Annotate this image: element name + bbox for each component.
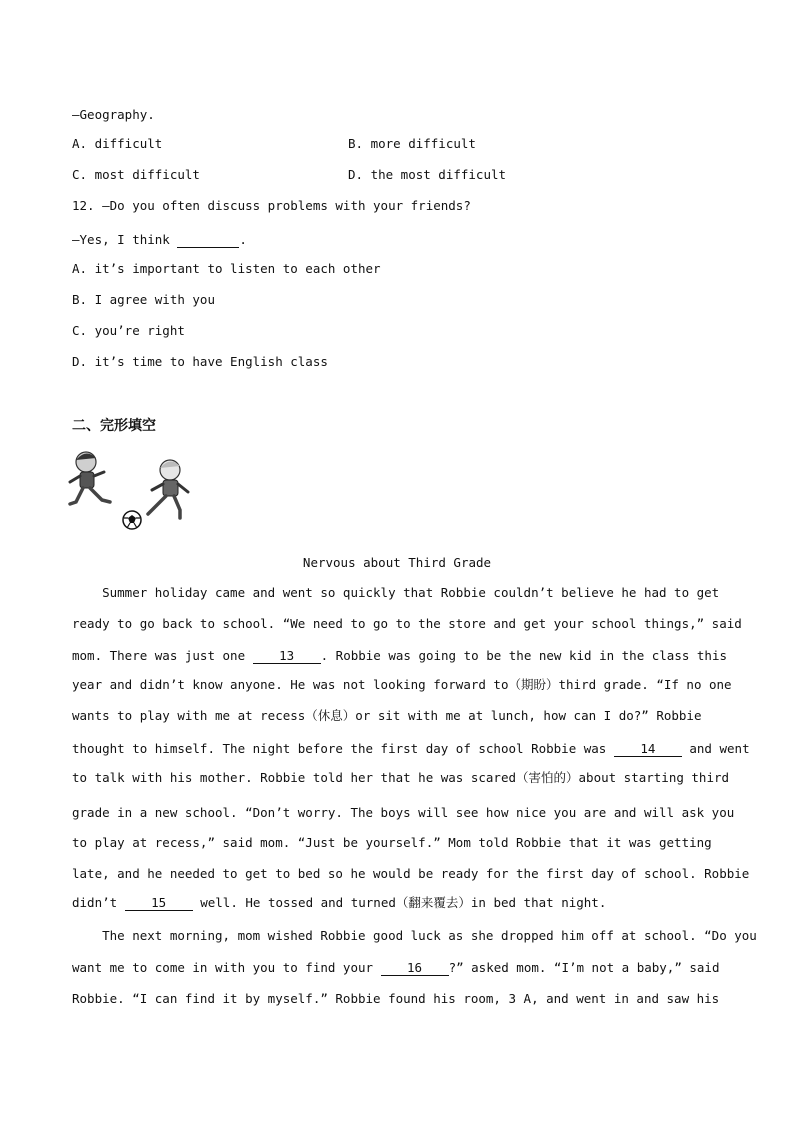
q12-answer-line (72, 232, 247, 248)
passage-text: to play at recess,” said mom. “Just be yourself.” Mom told Robbie that it was getting (72, 835, 712, 850)
q11-option-b: B. more difficult (348, 136, 476, 151)
cloze-blank: 13 (253, 649, 321, 664)
q12-option-c: C. you’re right (72, 323, 185, 338)
passage-line (72, 895, 606, 911)
passage-line (72, 708, 701, 724)
passage-line (72, 677, 732, 693)
q12-option-b: B. I agree with you (72, 292, 215, 307)
passage-line (72, 616, 742, 632)
passage-line (72, 805, 734, 821)
cloze-blank: 16 (381, 961, 449, 976)
passage-text: ?” asked mom. “I’m not a baby,” said (448, 960, 720, 975)
passage-text: to talk with his mother. Robbie told her that he was scared（害怕的）about starting third (72, 770, 730, 785)
passage-line (72, 585, 719, 601)
cloze-blank: 15 (125, 896, 193, 911)
q12-option-d: D. it’s time to have English class (72, 354, 328, 369)
passage-text: and went (681, 741, 750, 756)
passage-line (72, 770, 729, 786)
passage-text: Summer holiday came and went so quickly that Robbie couldn’t believe he had to get (72, 585, 720, 600)
passage-line (72, 866, 749, 882)
q12-answer-suffix: . (239, 232, 247, 247)
passage-text: ready to go back to school. “We need to go to the store and get your school things,” said (72, 616, 742, 631)
q11-option-c: C. most difficult (72, 167, 200, 182)
passage-text: want me to come in with you to find your (72, 960, 381, 975)
passage-text: well. He tossed and turned（翻来覆去）in bed that night. (192, 895, 607, 910)
cloze-blank: 14 (614, 742, 682, 757)
passage-text: . Robbie was going to be the new kid in the class this (320, 648, 728, 663)
passage-text: mom. There was just one (72, 648, 253, 663)
passage-line (72, 741, 750, 757)
passage-line (72, 835, 712, 851)
passage-text: grade in a new school. “Don’t worry. The boys will see how nice you are and will ask you (72, 805, 735, 820)
passage-line (72, 928, 757, 944)
q12-question: 12. —Do you often discuss problems with your friends? (72, 198, 471, 213)
passage-line (72, 991, 719, 1007)
boys-playing-soccer-icon (68, 448, 198, 532)
passage-text: didn’t (72, 895, 125, 910)
q11-answer-tail: —Geography. (72, 107, 155, 122)
q11-option-d: D. the most difficult (348, 167, 507, 182)
passage-text: late, and he needed to get to bed so he would be ready for the first day of school. Robbie (72, 866, 750, 881)
passage-text: thought to himself. The night before the first day of school Robbie was (72, 741, 614, 756)
q12-blank (177, 233, 239, 248)
passage-text: year and didn’t know anyone. He was not looking forward to（期盼）third grade. “If no one (72, 677, 732, 692)
passage-title: Nervous about Third Grade (302, 555, 492, 570)
q12-answer-prefix: —Yes, I think (72, 232, 170, 247)
passage-line (72, 960, 720, 976)
passage-line (72, 648, 727, 664)
q11-option-a: A. difficult (72, 136, 163, 151)
q12-option-a: A. it’s important to listen to each other (72, 261, 381, 276)
section-heading: 二、完形填空 (72, 418, 156, 434)
passage-text: Robbie. “I can find it by myself.” Robbie found his room, 3 A, and went in and saw his (72, 991, 720, 1006)
passage-text: The next morning, mom wished Robbie good luck as she dropped him off at school. “Do you (72, 928, 757, 943)
passage-text: wants to play with me at recess（休息）or sit with me at lunch, how can I do?” Robbie (72, 708, 702, 723)
